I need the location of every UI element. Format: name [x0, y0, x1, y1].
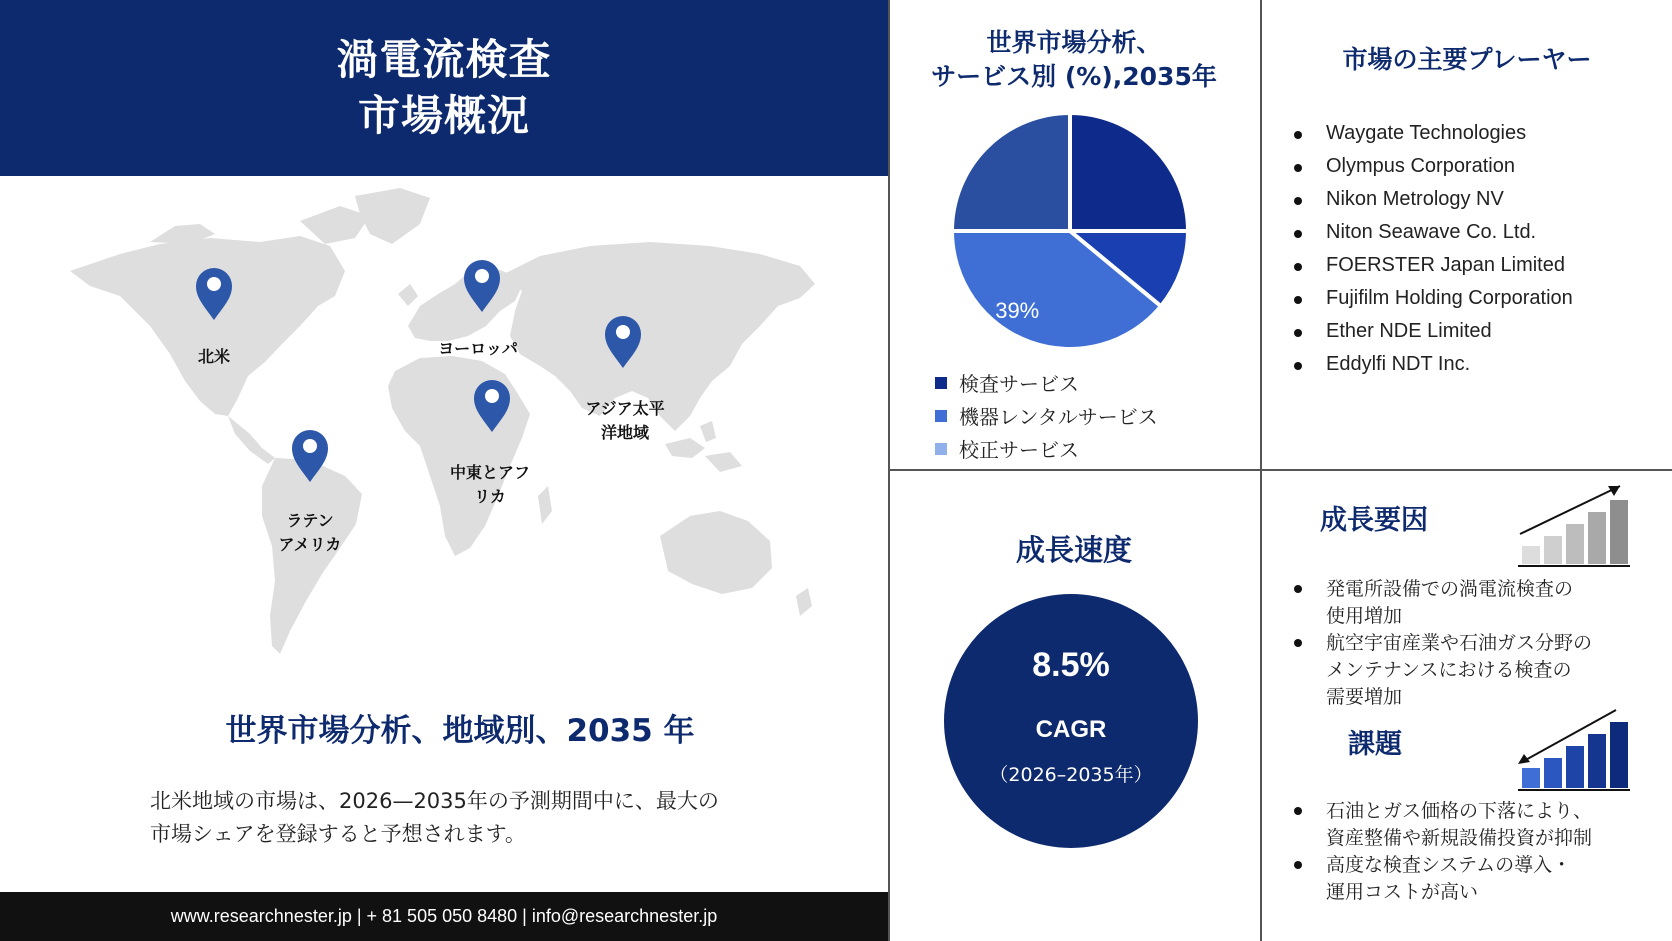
player-item: Olympus Corporation: [1290, 155, 1573, 188]
legend-swatch-inspection: [935, 377, 947, 389]
region-analysis-note: [150, 785, 830, 851]
title-line-2: 市場概況: [357, 91, 530, 140]
challenges-list: [1290, 798, 1592, 906]
player-item: Eddylfi NDT Inc.: [1290, 353, 1573, 386]
pie-slice-0: [1070, 113, 1188, 231]
pie-chart: [940, 101, 1200, 361]
region-label-mea-2: リカ: [474, 487, 506, 506]
drivers-list: [1290, 576, 1592, 711]
region-label-asia-pacific-2: 洋地域: [600, 423, 650, 442]
cagr-period: （2026–2035年）: [989, 764, 1153, 786]
pie-title-line-2: サービス別 (%),2035年: [931, 62, 1217, 91]
cagr-circle: [944, 594, 1198, 848]
driver-2-line-3: 需要増加: [1326, 686, 1403, 708]
growth-speed-title: 成長速度: [1015, 533, 1132, 567]
title-line-1: 渦電流検査: [336, 35, 552, 84]
region-label-asia-pacific-1: アジア太平: [585, 399, 665, 418]
legend-item: [935, 366, 1158, 399]
driver-2-line-2: メンテナンスにおける検査の: [1326, 659, 1572, 681]
player-item: Ether NDE Limited: [1290, 320, 1573, 353]
legend-swatch-calibration: [935, 443, 947, 455]
title-banner: [0, 0, 888, 176]
driver-item: [1290, 630, 1592, 711]
challenge-1-line-2: 資産整備や新規設備投資が抑制: [1326, 827, 1593, 849]
region-label-europe: ヨーロッパ: [438, 339, 518, 358]
driver-2-line-1: 航空宇宙産業や石油ガス分野の: [1326, 632, 1593, 654]
cagr-value: 8.5%: [1032, 646, 1110, 684]
cagr-label: CAGR: [1035, 716, 1107, 743]
region-label-latam-1: ラテン: [286, 511, 334, 530]
legend-label-inspection: 検査サービス: [959, 372, 1079, 396]
legend-label-rental: 機器レンタルサービス: [959, 405, 1158, 429]
drivers-title: 成長要因: [1320, 505, 1428, 536]
challenge-2-line-2: 運用コストが高い: [1326, 881, 1479, 903]
region-note-line-2: 市場シェアを登録すると予想されます。: [150, 822, 526, 846]
pie-chart-title: [888, 26, 1260, 94]
pie-slice-3: [952, 113, 1070, 231]
challenge-1-line-1: 石油とガス価格の下落により、: [1326, 800, 1593, 822]
players-title: 市場の主要プレーヤー: [1342, 45, 1592, 74]
player-item: Fujifilm Holding Corporation: [1290, 287, 1573, 320]
world-map-svg: [0, 176, 888, 696]
world-map: [0, 176, 888, 696]
pie-legend: [935, 366, 1158, 465]
player-item: Nikon Metrology NV: [1290, 188, 1573, 221]
legend-label-calibration: 校正サービス: [959, 438, 1079, 462]
driver-1-line-1: 発電所設備での渦電流検査の: [1326, 578, 1574, 600]
players-list: [1290, 122, 1573, 386]
legend-swatch-rental: [935, 410, 947, 422]
driver-item: [1290, 576, 1592, 630]
driver-1-line-2: 使用増加: [1326, 605, 1403, 627]
challenge-item: [1290, 798, 1592, 852]
player-item: Waygate Technologies: [1290, 122, 1573, 155]
challenge-2-line-1: 高度な検査システムの導入・: [1326, 854, 1572, 876]
divider-horizontal: [888, 469, 1672, 471]
region-analysis-title: 世界市場分析、地域別、2035 年: [225, 713, 695, 749]
growth-bars-icon: [1512, 482, 1632, 572]
player-item: FOERSTER Japan Limited: [1290, 254, 1573, 287]
region-label-latam-2: アメリカ: [278, 535, 342, 554]
challenge-item: [1290, 852, 1592, 906]
challenges-title: 課題: [1348, 729, 1402, 760]
challenge-bars-icon: [1512, 706, 1632, 796]
continents: [70, 188, 815, 654]
region-label-north-america: 北米: [197, 347, 231, 366]
footer-contact: www.researchnester.jp | + 81 505 050 8480 | info@researchnester.jp: [0, 892, 888, 941]
region-note-line-1: 北米地域の市場は、2026—2035年の予測期間中に、最大の: [150, 789, 719, 813]
region-label-mea-1: 中東とアフ: [449, 463, 531, 482]
legend-item: [935, 432, 1158, 465]
player-item: Niton Seawave Co. Ltd.: [1290, 221, 1573, 254]
pie-title-line-1: 世界市場分析、: [986, 28, 1162, 57]
pie-data-label-2: 39%: [995, 297, 1040, 323]
legend-item: [935, 399, 1158, 432]
